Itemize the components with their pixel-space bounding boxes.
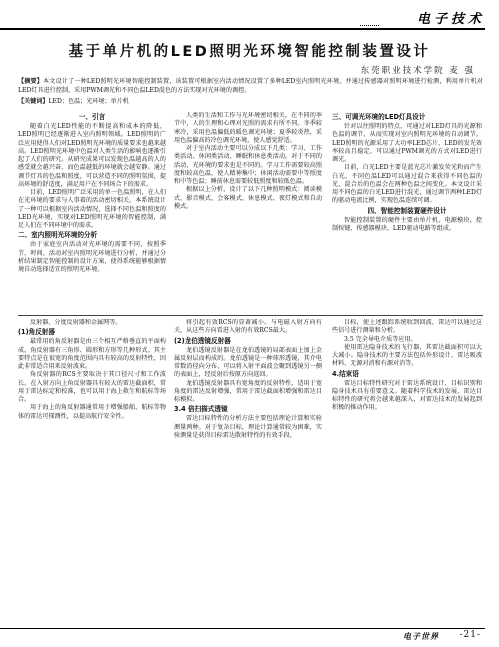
section-heading: 三、可调光环境的LED灯具设计	[332, 113, 426, 121]
column-lower-1	[18, 319, 166, 619]
column-2	[174, 112, 322, 312]
subsection-heading: (1)角反射器	[18, 328, 55, 337]
article-title: 基于单片机的LED照明光环境智能控制装置设计	[68, 44, 431, 60]
paragraph: 对于室内活动主要可以分成以下几类：学习、工作类活动、休闲类活动、睡眠和休息类活动。对于不同的活动，光环境的要求也是不同的。学习工作需要较高照度和较高色温，使人精神集中；休闲活动需要中等照度和中等色温；睡前休息需要较低照度和较低色温。	[174, 145, 322, 185]
header-tag: 电子技术	[416, 12, 485, 27]
column-1	[18, 112, 166, 312]
subsection-heading: 3.4 倍扫描式透镜	[174, 405, 228, 414]
section-heading: 二、室内照明光环境的分析	[18, 231, 98, 240]
header-rule	[0, 28, 485, 30]
paragraph: 使用雷达隐身技术的飞行器，其雷达截面积可以大大减小。隐身技术的主要方法包括外形设计、雷达吸波材料、无源对消和有源对消等。	[332, 343, 482, 368]
paragraph: 随着白光LED性能的不断提高和成本的降低，LED照明已经逐渐进入室内照明领域。LED照明的广泛应用使得人们对LED照明光环境的质量要求也越来越高。LED照明光环境中色温对人类生活的影响也逐渐引起了人们的研究。从研究成果可以发现色温越高的人的感受就会越兴奋，而色温越低的环境就会越安静。通过调节灯具的色温和照度，可以营造不同的照明氛围，提高环境的舒适度，满足用户在不同场合下的需求。	[18, 123, 166, 188]
paragraph: 用于海上的角反射器通常用于增强船舶、航标等物体的雷达可探测性，以提高航行安全性。	[18, 404, 166, 420]
article-divider	[18, 315, 483, 316]
column-3	[332, 112, 482, 312]
keywords-text: LED；色温；光环境；单片机	[48, 98, 129, 105]
subsection-heading: 4.结束语	[332, 369, 359, 378]
paragraph: 针对以往照明的特点，可通过对LED灯具的光源和色温的调节，从而实现对室内照明光环境的自动调节。LED照明的光源采用了大功率LED芯片，LED的发光效率较高且稳定，可以通过PWM调光的方式对LED进行调光。	[332, 123, 482, 163]
section-heading: 四、智能控制装置硬件设计	[367, 206, 447, 215]
paragraph: 角反射器的RCS主要取决于其口径尺寸和工作波长。在入射方向上角反射器具有较大的雷达截面积，常用于雷达标定和校准，也可以用于海上救生和航标等场合。	[18, 371, 166, 403]
paragraph: 将引起有效RCS的显著减小。与电磁入射方向有关，从这些方向看进入射的有效RCS最大。	[174, 319, 322, 335]
abstract-text: 本文设计了一种LED照明光环境智能控制装置，该装置可根据室内活动情况设置了多种LED室内照明光环境，并通过传感器对照明环境进行检测，利用单片机对LED灯具进行控制，采用PWM调光和不同色温LED混色的方法实现对光环境的调控。	[18, 78, 484, 94]
keywords	[18, 98, 483, 107]
article-author: 东莞职业技术学院 麦 强	[360, 66, 475, 76]
paragraph: 雷达目标特性的分析方法主要包括理论计算和实验测量两种。对于复杂目标，理论计算通常较为困难，实验测量是获得目标雷达散射特性的有效手段。	[174, 415, 322, 439]
paragraph: 目前，LED照明广泛采用的单一色温照明，在人们在光环境的要求与人事着的活动密切相关。本系统设计了一种可以根据室内活动情况，选择不同色温和照度的LED光环境，实现对LED照明光环境的智能控制，满足人们在不同环境中的需求。	[18, 189, 166, 229]
paragraph: 目标，使上述跟踪系统收到回波，雷达可以通过这些信号进行测量和分析。	[332, 319, 482, 335]
paragraph: 目前，白光LED主要是蓝光芯片激发荧光粉而产生白光，不同色温LED可以通过混合来获得不同色温的光，混合后的色温会在两种色温之间变化。本文设计采用不同色温的白光LED进行混光，通过调节两种LED灯的驱动电流比例，实现色温连续可调。	[332, 164, 482, 205]
abstract-label: 【摘要】	[18, 78, 44, 85]
paragraph: 3.5 完全导电介质等应用。	[344, 335, 417, 343]
column-lower-2	[174, 319, 322, 619]
subsection-heading: (2)龙伯透镜反射器	[174, 336, 231, 345]
paragraph: 根据以上分析，设计了以下几种照明模式：阅读模式、影音模式、会客模式、休息模式、夜灯模式和自动模式。	[174, 186, 322, 210]
paragraph: 雷达目标特性研究对于雷达系统设计、目标识别和隐身技术具有重要意义。随着科学技术的发展，雷达目标特性的研究将会越来越深入，对雷达技术的发展起到积极的推动作用。	[332, 379, 482, 412]
paragraph: 反射器、分度反射器和金属网等。	[30, 319, 122, 326]
footer-brand: 电子世界	[403, 632, 439, 641]
abstract	[18, 78, 483, 96]
paragraph: 龙伯透镜反射器是在龙伯透镜的局部表面上加上金属反射层而构成的。龙伯透镜是一种球形透镜，其介电常数沿径向分布，可以将入射平面波会聚到透镜另一侧的表面上，经反射后按原方向返回。	[174, 346, 322, 379]
paragraph: 最常用的角反射器是由三个相互严格垂直的平面构成。角反射器有三角形、圆形和方形等几种形式。其主要特点是在很宽的角度范围内具有较高的反射特性，因此非常适合用来反射波束。	[18, 338, 166, 370]
paragraph: 由于家庭室内活动对光环境的需要不同，按照季节、时间、活动对室内照明光环境进行分析，并通过分析结果制定智能控制的设计方案，使得系统能够根据情境自动选择适宜的照明光环境。	[18, 241, 166, 273]
paragraph: 人类的生活和工作与光环境密切相关，在不同的季节中，人的生理和心理对光照的需求有所不同。冬季较寒冷，采用色温偏低的暖色调光环境；夏季较炎热，采用色温偏高的冷色调光环境，使人感觉舒适。	[174, 112, 322, 144]
paragraph: 龙伯透镜反射器具有宽角度的反射特性，适用于宽角度的雷达反射增强，常用于雷达截面积增强和雷达目标模拟。	[174, 379, 322, 403]
header-dotted-rule	[360, 25, 379, 26]
section-heading: 一、引言	[78, 113, 106, 121]
footer-rule	[0, 628, 485, 629]
keywords-label: 【关键词】	[18, 98, 49, 105]
page-number: -21-	[459, 630, 481, 640]
column-lower-3	[332, 319, 482, 619]
paragraph: 智能控制装置的硬件主要由单片机、电源模块、控制按键、传感器模块、LED驱动电路等组成。	[332, 216, 482, 232]
